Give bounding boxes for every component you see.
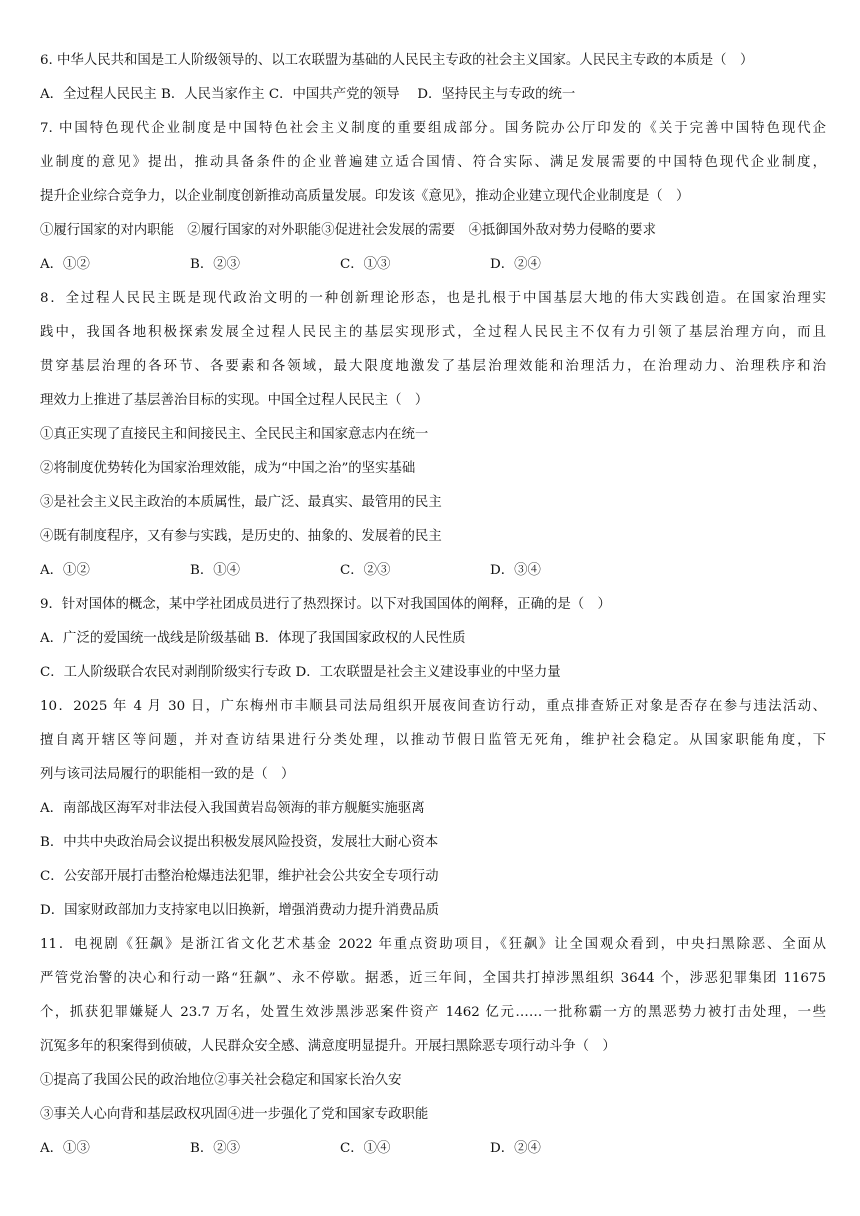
statement-line: ③是社会主义民主政治的本质属性，最广泛、最真实、最管用的民主 bbox=[40, 495, 442, 510]
choice-b: B．①④ bbox=[190, 563, 241, 578]
question-8 bbox=[40, 282, 826, 588]
option-line: A．全过程人民民主 B．人民当家作主 C．中国共产党的领导 D．坚持民主与专政的统一 bbox=[40, 87, 576, 102]
question-stem-line: 8．全过程人民民主既是现代政治文明的一种创新理论形态，也是扎根于中国基层大地的伟大实践创造。在国家治理实 bbox=[40, 291, 826, 306]
question-7 bbox=[40, 112, 826, 282]
question-stem-line: 践中，我国各地积极探索发展全过程人民民主的基层实现形式，全过程人民民主不仅有力引领了基层治理方向，而且 bbox=[40, 325, 826, 340]
statement-line: ①履行国家的对内职能 ②履行国家的对外职能③促进社会发展的需要 ④抵御国外敌对势力侵略的要求 bbox=[40, 223, 656, 238]
choice-row bbox=[40, 554, 826, 588]
question-stem-line: 11．电视剧《狂飙》是浙江省文化艺术基金 2022 年重点资助项目，《狂飙》让全国观众看到，中央扫黑除恶、全面从 bbox=[40, 937, 826, 952]
question-stem-line: 业制度的意见》提出，推动具备条件的企业普遍建立适合国情、符合实际、满足发展需要的中国特色现代企业制度， bbox=[40, 155, 826, 170]
choice-d: D．②④ bbox=[490, 257, 541, 272]
question-stem-line: 7. 中国特色现代企业制度是中国特色社会主义制度的重要组成部分。国务院办公厅印发的《关于完善中国特色现代企 bbox=[40, 121, 826, 136]
statement-line: ②将制度优势转化为国家治理效能，成为“中国之治”的坚实基础 bbox=[40, 461, 416, 476]
question-stem-line: 列与该司法局履行的职能相一致的是（ ） bbox=[40, 767, 295, 782]
choice-d: D．②④ bbox=[490, 1141, 541, 1156]
question-stem-line: 贯穿基层治理的各环节、各要素和各领域，最大限度地激发了基层治理效能和治理活力，在治理动力、治理秩序和治 bbox=[40, 359, 826, 374]
question-stem-line: 理效力上推进了基层善治目标的实现。中国全过程人民民主（ ） bbox=[40, 393, 429, 408]
question-stem-line: 严管党治警的决心和行动一路“狂飙”、永不停歇。据悉，近三年间，全国共打掉涉黑组织 3644 个，涉恶犯罪集团 11675 bbox=[40, 971, 826, 986]
question-6 bbox=[40, 44, 826, 112]
option-line: A．广泛的爱国统一战线是阶级基础 B．体现了我国国家政权的人民性质 bbox=[40, 631, 466, 646]
question-11 bbox=[40, 928, 826, 1166]
choice-b: B．②③ bbox=[190, 1141, 241, 1156]
question-stem-line: 10．2025 年 4 月 30 日，广东梅州市丰顺县司法局组织开展夜间查访行动，重点排查矫正对象是否存在参与违法活动、 bbox=[40, 699, 826, 714]
choice-c: C．①④ bbox=[340, 1141, 391, 1156]
option-line: A．南部战区海军对非法侵入我国黄岩岛领海的菲方舰艇实施驱离 bbox=[40, 801, 425, 816]
question-stem-line: 提升企业综合竞争力，以企业制度创新推动高质量发展。印发该《意见》，推动企业建立现代企业制度是（ ） bbox=[40, 189, 690, 204]
choice-a: A．①③ bbox=[40, 1141, 90, 1156]
question-9 bbox=[40, 588, 826, 690]
exam-page bbox=[40, 44, 826, 1166]
question-stem-line: 擅自离开辖区等问题，并对查访结果进行分类处理，以推动节假日监管无死角，维护社会稳定。从国家职能角度，下 bbox=[40, 733, 826, 748]
choice-b: B．②③ bbox=[190, 257, 241, 272]
statement-line: ③事关人心向背和基层政权巩固④进一步强化了党和国家专政职能 bbox=[40, 1107, 429, 1122]
question-10 bbox=[40, 690, 826, 928]
choice-d: D．③④ bbox=[490, 563, 541, 578]
statement-line: ①真正实现了直接民主和间接民主、全民民主和国家意志内在统一 bbox=[40, 427, 429, 442]
choice-row bbox=[40, 1132, 826, 1166]
option-line: D．国家财政部加力支持家电以旧换新，增强消费动力提升消费品质 bbox=[40, 903, 440, 918]
choice-a: A．①② bbox=[40, 257, 90, 272]
question-stem-line: 沉冤多年的积案得到侦破，人民群众安全感、满意度明显提升。开展扫黑除恶专项行动斗争（ ） bbox=[40, 1039, 616, 1054]
choice-row bbox=[40, 248, 826, 282]
statement-line: ①提高了我国公民的政治地位②事关社会稳定和国家长治久安 bbox=[40, 1073, 402, 1088]
question-stem-line: 个，抓获犯罪嫌疑人 23.7 万名，处置生效涉黑涉恶案件资产 1462 亿元……一批称霸一方的黑恶势力被打击处理，一些 bbox=[40, 1005, 826, 1020]
choice-c: C．①③ bbox=[340, 257, 391, 272]
question-stem-line: 6. 中华人民共和国是工人阶级领导的、以工农联盟为基础的人民民主专政的社会主义国家。人民民主专政的本质是（ ） bbox=[40, 53, 754, 68]
statement-line: ④既有制度程序，又有参与实践，是历史的、抽象的、发展着的民主 bbox=[40, 529, 442, 544]
option-line: B．中共中央政治局会议提出积极发展风险投资，发展壮大耐心资本 bbox=[40, 835, 439, 850]
choice-c: C．②③ bbox=[340, 563, 391, 578]
question-stem-line: 9．针对国体的概念，某中学社团成员进行了热烈探讨。以下对我国国体的阐释，正确的是（ ） bbox=[40, 597, 611, 612]
option-line: C．公安部开展打击整治枪爆违法犯罪，维护社会公共安全专项行动 bbox=[40, 869, 439, 884]
choice-a: A．①② bbox=[40, 563, 90, 578]
option-line: C．工人阶级联合农民对剥削阶级实行专政 D．工农联盟是社会主义建设事业的中坚力量 bbox=[40, 665, 561, 680]
